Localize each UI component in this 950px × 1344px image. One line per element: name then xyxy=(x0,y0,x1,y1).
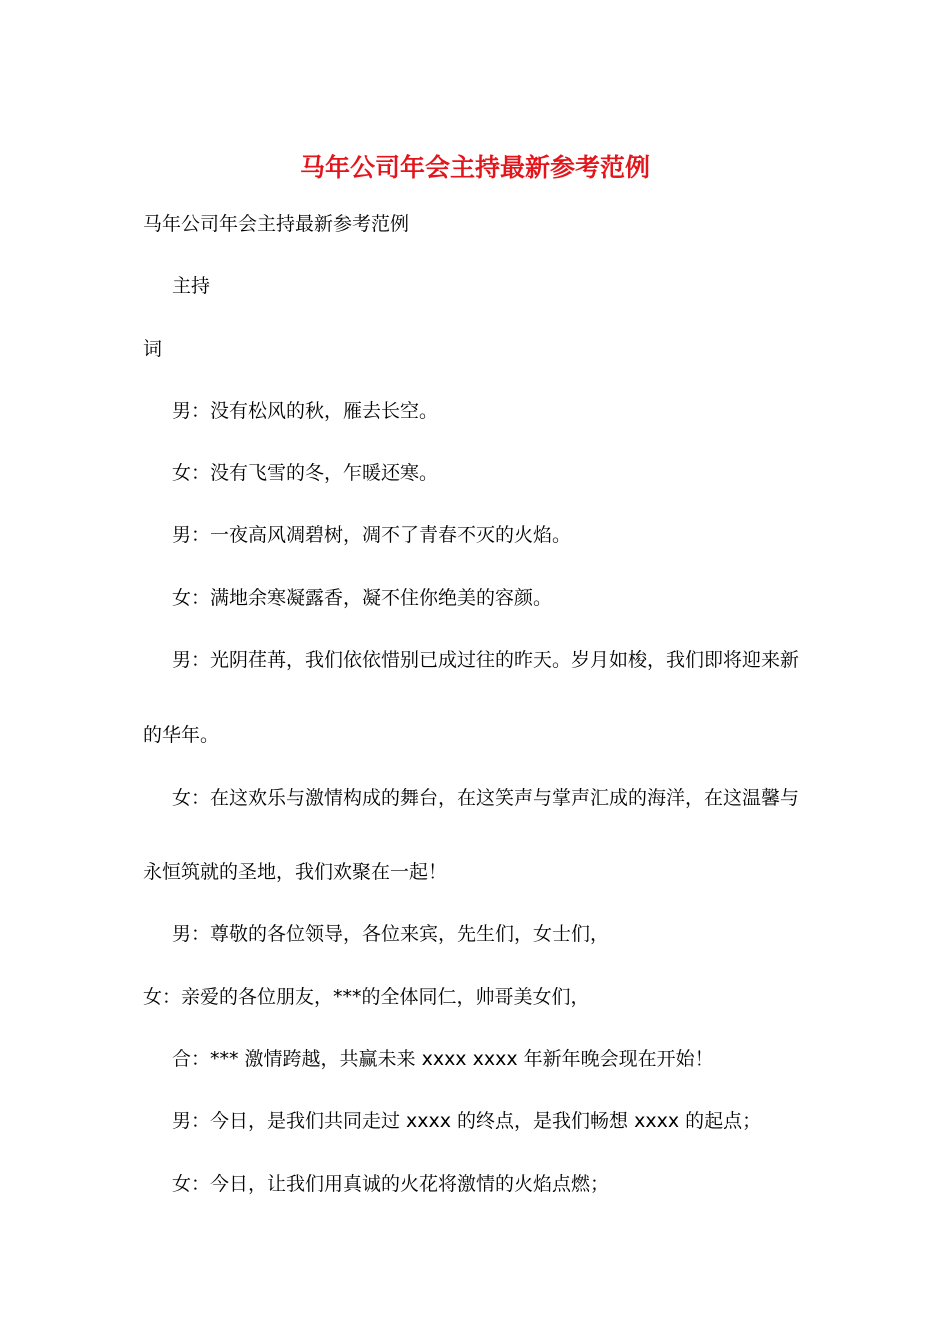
paragraph-line: 女：在这欢乐与激情构成的舞台，在这笑声与掌声汇成的海洋，在这温馨与 xyxy=(172,787,800,809)
paragraph-line: 主持 xyxy=(172,275,211,297)
paragraph-line: 的华年。 xyxy=(143,724,220,746)
paragraph-line: 男：没有松风的秋，雁去长空。 xyxy=(172,400,439,422)
document-subtitle: 马年公司年会主持最新参考范例 xyxy=(143,213,410,235)
paragraph-line: 词 xyxy=(143,338,163,360)
paragraph-line: 女：今日，让我们用真诚的火花将激情的火焰点燃； xyxy=(172,1173,610,1195)
paragraph-line: 女：亲爱的各位朋友，***的全体同仁，帅哥美女们， xyxy=(143,986,590,1008)
paragraph-line: 男：尊敬的各位领导，各位来宾，先生们，女士们， xyxy=(172,923,610,945)
paragraph-line: 女：没有飞雪的冬，乍暖还寒。 xyxy=(172,462,439,484)
paragraph-line: 男：一夜高风凋碧树，凋不了青春不灭的火焰。 xyxy=(172,524,572,546)
paragraph-line: 永恒筑就的圣地，我们欢聚在一起！ xyxy=(143,861,448,883)
paragraph-line: 女：满地余寒凝露香，凝不住你绝美的容颜。 xyxy=(172,587,553,609)
paragraph-line: 男：光阴荏苒，我们依依惜别已成过往的昨天。岁月如梭，我们即将迎来新 xyxy=(172,649,800,671)
page-title: 马年公司年会主持最新参考范例 xyxy=(299,153,650,182)
paragraph-line: 合：*** 激情跨越，共赢未来 xxxx xxxx 年新年晚会现在开始！ xyxy=(172,1048,714,1070)
paragraph-line: 男：今日，是我们共同走过 xxxx 的终点，是我们畅想 xxxx 的起点； xyxy=(172,1110,762,1132)
